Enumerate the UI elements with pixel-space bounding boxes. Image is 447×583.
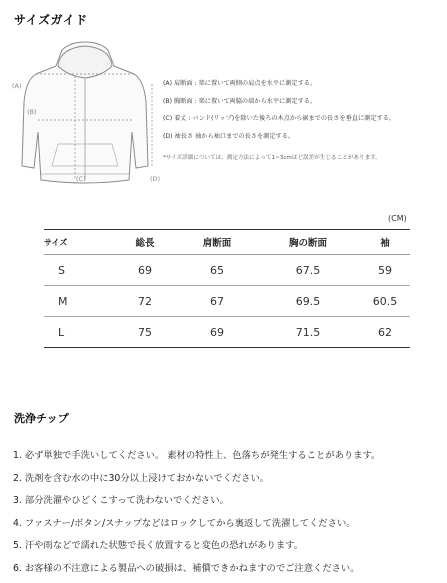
- cell-total-length: 72: [112, 286, 178, 317]
- header-chest: 胸の断面: [256, 230, 360, 255]
- cell-sleeve: 60.5: [360, 286, 410, 317]
- size-table: [44, 229, 410, 348]
- table-row: [44, 255, 410, 286]
- label-c: (C): [76, 175, 86, 183]
- list-item: 4. ファスナー/ボタン/スナップなどはロックしてから裏返して洗濯してください。: [13, 517, 356, 529]
- unit-label: (CM): [388, 214, 407, 223]
- header-sleeve: 袖: [360, 230, 410, 255]
- note-shoulder: (A) 肩断面 : 楽に置いて両側の肩点を水平に測定する。: [163, 80, 317, 87]
- cell-sleeve: 59: [360, 255, 410, 286]
- measurement-notes: [163, 79, 447, 171]
- cell-total-length: 69: [112, 255, 178, 286]
- measurement-footnote: *サイズ詳細については、測定方法によって1~3cmほど誤差が生じることがあります。: [163, 155, 381, 161]
- cell-shoulder: 67: [178, 286, 256, 317]
- table-row: [44, 317, 410, 348]
- cell-shoulder: 65: [178, 255, 256, 286]
- label-d: (D): [150, 175, 160, 183]
- size-guide-title: サイズガイド: [14, 13, 88, 27]
- size-table-header: [44, 230, 410, 255]
- note-sleeve: (D) 袖長さ 袖から袖口までの長さを測定する。: [163, 132, 295, 140]
- note-chest: (B) 胸断面 : 楽に置いて両脇の端から水平に測定する。: [163, 97, 317, 105]
- header-size: サイズ: [44, 230, 112, 255]
- cell-chest: 69.5: [256, 286, 360, 317]
- care-tips-title: 洗浄チップ: [14, 412, 69, 425]
- cell-size: L: [44, 317, 112, 348]
- hoodie-diagram: [10, 40, 160, 192]
- list-item: 6. お客様の不注意による製品への破損は、補償できかねますのでご注意ください。: [13, 562, 360, 574]
- cell-size: M: [44, 286, 112, 317]
- label-b: (B): [27, 108, 37, 116]
- list-item: 5. 汗や雨などで濡れた状態で長く放置すると変色の恐れがあります。: [13, 540, 303, 552]
- cell-sleeve: 62: [360, 317, 410, 348]
- list-item: 2. 洗剤を含む水の中に30分以上浸けておかないでください。: [13, 472, 270, 484]
- list-item: 1. 必ず単独で手洗いしてください。 素材の特性上、色落ちが発生することがあります。: [13, 450, 381, 461]
- cell-chest: 71.5: [256, 317, 360, 348]
- care-tips-list: [13, 447, 443, 583]
- cell-total-length: 75: [112, 317, 178, 348]
- cell-chest: 67.5: [256, 255, 360, 286]
- header-shoulder: 肩断面: [178, 230, 256, 255]
- header-total-length: 総長: [112, 230, 178, 255]
- note-length: (C) 着丈 : バンド(リップ)を除いた後ろの木点から裾までの長さを垂直に測定する。: [163, 115, 396, 122]
- list-item: 3. 部分洗濯やひどくこすって洗わないでください。: [13, 495, 229, 507]
- cell-size: S: [44, 255, 112, 286]
- table-row: [44, 286, 410, 317]
- label-a: (A): [12, 82, 22, 90]
- cell-shoulder: 69: [178, 317, 256, 348]
